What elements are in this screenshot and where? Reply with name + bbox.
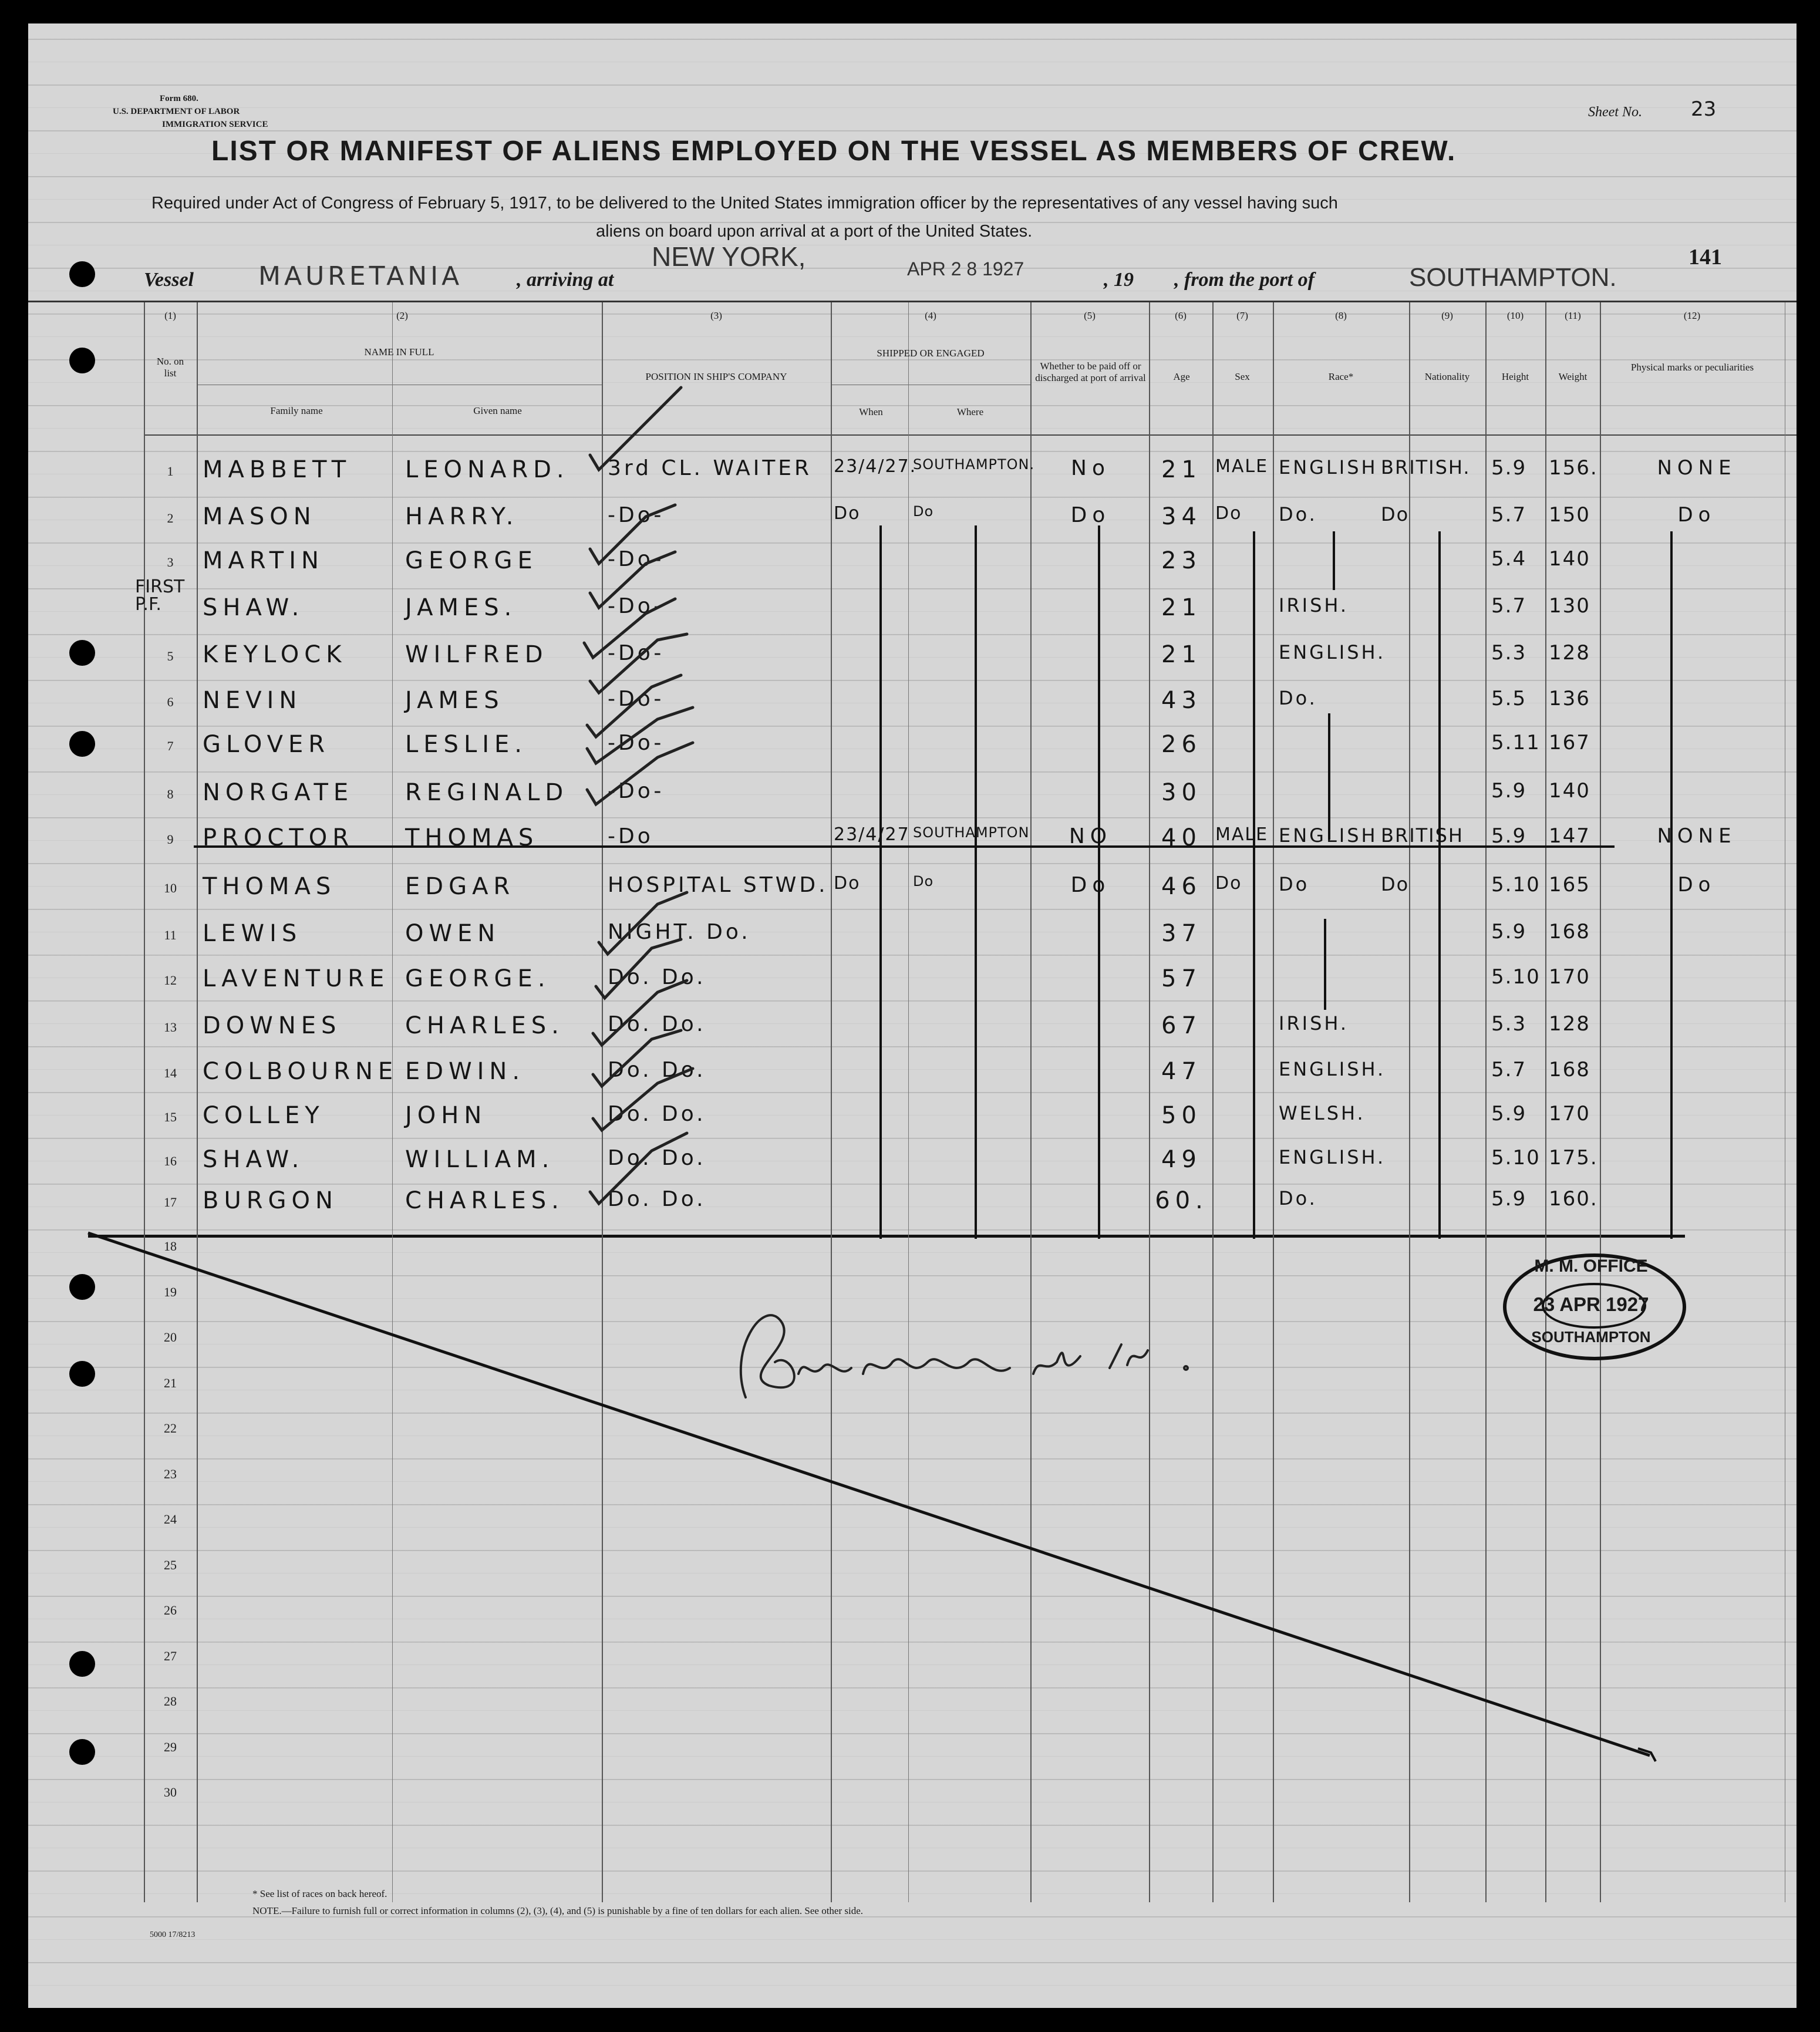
cell-when: Do: [834, 503, 861, 524]
cell-race: IRISH.: [1279, 1012, 1349, 1034]
form-number: Form 680.: [160, 94, 198, 103]
cell-paid: Do: [1070, 873, 1111, 897]
cell-family: LAVENTURE: [203, 965, 390, 992]
cell-no: 12: [164, 973, 177, 988]
form-subtitle-2: aliens on board upon arrival at a port of the United States.: [596, 222, 1033, 241]
arriving-port: NEW YORK,: [652, 241, 806, 272]
cell-given: JAMES.: [405, 594, 517, 621]
cell-age: 21: [1161, 456, 1202, 483]
header-position: POSITION IN SHIP'S COMPANY: [645, 371, 787, 382]
cell-where: SOUTHAMPTON.: [913, 456, 1035, 473]
cell-age: 67: [1161, 1012, 1202, 1039]
empty-row-number: 20: [164, 1330, 177, 1344]
cell-nationality: BRITISH: [1381, 824, 1464, 847]
cell-no: 8: [167, 787, 174, 801]
cell-family: KEYLOCK: [203, 641, 347, 668]
cell-weight: 175.: [1549, 1146, 1598, 1170]
cell-age: 57: [1161, 965, 1202, 992]
cell-nationality: BRITISH.: [1381, 456, 1471, 478]
cell-height: 5.7: [1491, 503, 1527, 527]
form-title: LIST OR MANIFEST OF ALIENS EMPLOYED ON THE VESSEL AS MEMBERS OF CREW.: [211, 136, 1457, 167]
cell-weight: 136: [1549, 687, 1590, 710]
cell-weight: 150: [1549, 503, 1590, 527]
cell-sex: Do: [1215, 873, 1242, 894]
cell-given: EDWIN.: [405, 1058, 525, 1085]
cell-race: Do.: [1279, 687, 1317, 709]
cell-race: Do.: [1279, 503, 1317, 525]
cell-family: NEVIN: [203, 687, 302, 714]
cell-family: COLLEY: [203, 1102, 325, 1129]
header-age: Age: [1173, 371, 1190, 382]
immigration-service: IMMIGRATION SERVICE: [162, 120, 268, 129]
form-subtitle-1: Required under Act of Congress of February 5, 1917, to be delivered to the United States immigration officer by the representatives of any vessel having such: [151, 194, 1338, 213]
cell-position: -Do-: [608, 503, 665, 527]
header-no-on-list: No. on list: [156, 356, 184, 379]
cell-where: Do: [913, 873, 934, 889]
header-when: When: [859, 406, 883, 417]
cell-family: DOWNES: [203, 1012, 342, 1039]
cell-position: -Do-: [608, 779, 665, 803]
arriving-label: , arriving at: [517, 269, 614, 291]
cell-position: Do. Do.: [608, 965, 706, 989]
cell-no: 3: [167, 555, 174, 570]
cell-family: SHAW.: [203, 594, 305, 621]
cell-height: 5.5: [1491, 687, 1527, 710]
cell-family: LEWIS: [203, 920, 302, 947]
cell-where: SOUTHAMPTON: [913, 824, 1030, 841]
cell-where: Do: [913, 503, 934, 520]
cell-no: 17: [164, 1195, 177, 1209]
header-nationality: Nationality: [1424, 371, 1470, 382]
cell-race: ENGLISH.: [1279, 1146, 1386, 1168]
cell-sex: Do: [1215, 503, 1242, 524]
cell-weight: 156.: [1549, 456, 1598, 480]
cell-race: Do: [1279, 873, 1310, 895]
header-name-in-full: NAME IN FULL: [364, 346, 434, 358]
cell-weight: 160.: [1549, 1187, 1598, 1211]
department: U.S. DEPARTMENT OF LABOR: [113, 107, 240, 116]
col-3-number: (3): [710, 310, 722, 321]
header-physical-marks: Physical marks or peculiarities: [1630, 362, 1754, 373]
cell-height: 5.10: [1491, 873, 1541, 897]
cell-position: NIGHT. Do.: [608, 920, 751, 944]
from-label: , from the port of: [1174, 269, 1315, 291]
cell-no: 10: [164, 881, 177, 895]
cell-position: 3rd CL. WAITER: [608, 456, 813, 480]
empty-row-number: 18: [164, 1239, 177, 1253]
header-weight: Weight: [1558, 371, 1588, 382]
empty-row-number: 21: [164, 1375, 177, 1390]
cell-paid: No: [1071, 456, 1110, 480]
cell-weight: 128: [1549, 1012, 1590, 1036]
cell-given: CHARLES.: [405, 1187, 564, 1214]
footnote: * See list of races on back hereof.: [252, 1888, 387, 1899]
cell-age: 21: [1161, 641, 1202, 668]
cell-age: 23: [1161, 547, 1202, 574]
cell-height: 5.9: [1491, 824, 1527, 848]
cell-age: 30: [1161, 779, 1202, 806]
cell-family: COLBOURNE: [203, 1058, 399, 1085]
cell-position: Do. Do.: [608, 1102, 706, 1126]
cell-no: 9: [167, 832, 174, 847]
cell-height: 5.7: [1491, 594, 1527, 618]
cell-no: 13: [164, 1020, 177, 1034]
cell-marks: NONE: [1657, 824, 1737, 848]
cell-weight: 168: [1549, 920, 1590, 943]
cell-no: 7: [167, 739, 174, 753]
cell-height: 5.7: [1491, 1058, 1527, 1081]
cell-age: 60.: [1155, 1187, 1208, 1214]
cell-race: ENGLISH: [1279, 456, 1378, 478]
footer-note: NOTE.—Failure to furnish full or correct information in columns (2), (3), (4), and (5) is punishable by a fine of ten dollars for each alien. See other side.: [252, 1905, 864, 1916]
cell-weight: 167: [1549, 731, 1590, 754]
cell-position: Do. Do.: [608, 1146, 706, 1170]
stamp-date: 23 APR 1927: [1533, 1293, 1649, 1315]
cell-given: LESLIE.: [405, 731, 528, 758]
cell-age: 50: [1161, 1102, 1202, 1129]
cell-family: SHAW.: [203, 1146, 305, 1173]
arrival-date-stamp: APR 2 8 1927: [907, 258, 1024, 279]
header-family-name: Family name: [270, 405, 323, 416]
year-label: , 19: [1104, 269, 1134, 291]
cell-height: 5.10: [1491, 1146, 1541, 1170]
cell-family: NORGATE: [203, 779, 354, 806]
cell-weight: 165: [1549, 873, 1590, 897]
cell-height: 5.11: [1491, 731, 1541, 754]
cell-given: LEONARD.: [405, 456, 569, 483]
col-6-number: (6): [1175, 310, 1187, 321]
cell-weight: 140: [1549, 779, 1590, 803]
vessel-name: MAURETANIA: [258, 261, 463, 291]
cell-given: JAMES: [405, 687, 504, 714]
header-shipped-or-engaged: SHIPPED OR ENGAGED: [877, 348, 985, 359]
cell-position: -Do-: [608, 594, 665, 618]
cell-position: -Do-: [608, 641, 665, 665]
vessel-label: Vessel: [144, 269, 194, 291]
cell-height: 5.9: [1491, 779, 1527, 803]
cell-weight: 128: [1549, 641, 1590, 665]
sheet-number: 23: [1691, 97, 1717, 121]
cell-no: 2: [167, 511, 174, 525]
cell-marks: Do: [1677, 873, 1716, 897]
cell-family: PROCTOR: [203, 824, 355, 851]
col-2-number: (2): [396, 310, 408, 321]
cell-no: 11: [164, 928, 177, 942]
cell-age: 43: [1161, 687, 1202, 714]
cell-race: IRISH.: [1279, 594, 1349, 616]
cell-weight: 168: [1549, 1058, 1590, 1081]
cell-race: ENGLISH.: [1279, 641, 1386, 663]
cell-height: 5.9: [1491, 1102, 1527, 1125]
cell-height: 5.9: [1491, 456, 1527, 480]
cell-position: -Do-: [608, 687, 665, 711]
print-code: 5000 17/8213: [150, 1930, 196, 1939]
cell-weight: 130: [1549, 594, 1590, 618]
col-1-number: (1): [164, 310, 176, 321]
col-4-number: (4): [925, 310, 936, 321]
header-race: Race*: [1328, 371, 1354, 382]
signature: [705, 1286, 1221, 1427]
header-height: Height: [1501, 371, 1529, 382]
margin-note: FIRST P.F.: [135, 577, 185, 615]
cell-sex: MALE: [1215, 824, 1269, 845]
empty-row-number: 23: [164, 1466, 177, 1481]
cell-paid: NO: [1069, 824, 1113, 848]
cell-no: 15: [164, 1110, 177, 1124]
empty-row-number: 26: [164, 1603, 177, 1617]
header-paid-off: Whether to be paid off or discharged at port of arrival: [1035, 360, 1146, 383]
cell-given: HARRY.: [405, 503, 519, 530]
cell-given: WILLIAM.: [405, 1146, 555, 1173]
cell-race: ENGLISH: [1279, 824, 1378, 847]
cell-no: 14: [164, 1066, 177, 1080]
cell-given: OWEN: [405, 920, 501, 947]
cell-nationality: Do: [1381, 873, 1410, 895]
cell-race: Do.: [1279, 1187, 1317, 1209]
cell-height: 5.10: [1491, 965, 1541, 989]
empty-row-number: 27: [164, 1648, 177, 1663]
cell-marks: Do: [1677, 503, 1716, 527]
cell-height: 5.3: [1491, 1012, 1527, 1036]
cell-given: REGINALD: [405, 779, 569, 806]
cell-position: Do. Do.: [608, 1012, 706, 1036]
header-where: Where: [956, 406, 984, 417]
header-sex: Sex: [1235, 371, 1250, 382]
header-given-name: Given name: [473, 405, 522, 416]
cell-age: 34: [1161, 503, 1202, 530]
cell-no: 6: [167, 695, 174, 709]
col-5-number: (5): [1084, 310, 1096, 321]
cell-age: 37: [1161, 920, 1202, 947]
cell-family: BURGON: [203, 1187, 338, 1214]
cell-when: Do: [834, 873, 861, 894]
cell-age: 46: [1161, 873, 1202, 900]
cell-given: JOHN: [405, 1102, 487, 1129]
stamp-bottom: SOUTHAMPTON: [1531, 1328, 1651, 1346]
empty-row-number: 28: [164, 1694, 177, 1709]
cell-age: 47: [1161, 1058, 1202, 1085]
cell-height: 5.4: [1491, 547, 1527, 571]
cell-height: 5.9: [1491, 1187, 1527, 1211]
cell-weight: 170: [1549, 1102, 1590, 1125]
cell-given: GEORGE.: [405, 965, 551, 992]
cell-family: THOMAS: [203, 873, 336, 900]
cell-position: -Do: [608, 824, 653, 848]
stamp-top: M. M. OFFICE: [1534, 1256, 1648, 1276]
col-8-number: (8): [1335, 310, 1347, 321]
cell-no: 1: [167, 464, 174, 478]
cell-race: ENGLISH.: [1279, 1058, 1386, 1080]
cell-position: Do. Do.: [608, 1058, 706, 1082]
cell-weight: 170: [1549, 965, 1590, 989]
cell-no: 5: [167, 649, 174, 663]
cell-when: 23/4/27: [834, 824, 910, 845]
page-number: 141: [1688, 245, 1722, 269]
col-11-number: (11): [1565, 310, 1581, 321]
cell-position: -Do-: [608, 731, 665, 755]
cell-age: 26: [1161, 731, 1202, 758]
cell-race: WELSH.: [1279, 1102, 1366, 1124]
cell-given: WILFRED: [405, 641, 548, 668]
empty-row-number: 24: [164, 1512, 177, 1526]
cell-paid: Do: [1070, 503, 1111, 527]
cell-family: GLOVER: [203, 731, 331, 758]
cell-family: MABBETT: [203, 456, 352, 483]
empty-row-number: 22: [164, 1421, 177, 1435]
empty-row-number: 25: [164, 1557, 177, 1572]
cell-given: THOMAS: [405, 824, 539, 851]
cell-when: 23/4/27.: [834, 456, 917, 477]
cell-given: GEORGE: [405, 547, 538, 574]
cell-weight: 147: [1549, 824, 1590, 848]
sheet-label: Sheet No.: [1588, 105, 1642, 120]
cell-given: CHARLES.: [405, 1012, 564, 1039]
cell-family: MASON: [203, 503, 316, 530]
cell-age: 21: [1161, 594, 1202, 621]
col-10-number: (10): [1506, 310, 1524, 321]
from-port: SOUTHAMPTON.: [1409, 263, 1617, 292]
col-12-number: (12): [1683, 310, 1701, 321]
col-7-number: (7): [1236, 310, 1248, 321]
cell-height: 5.9: [1491, 920, 1527, 943]
cell-position: HOSPITAL STWD.: [608, 873, 828, 897]
cell-family: MARTIN: [203, 547, 324, 574]
cell-age: 49: [1161, 1146, 1202, 1173]
cell-given: EDGAR: [405, 873, 515, 900]
cell-no: 16: [164, 1154, 177, 1168]
empty-row-number: 29: [164, 1739, 177, 1754]
cell-position: Do. Do.: [608, 1187, 706, 1211]
cell-position: -Do-: [608, 547, 665, 571]
cell-height: 5.3: [1491, 641, 1527, 665]
cell-nationality: Do: [1381, 503, 1410, 525]
cell-weight: 140: [1549, 547, 1590, 571]
cell-sex: MALE: [1215, 456, 1269, 477]
empty-row-number: 19: [164, 1284, 177, 1299]
cell-age: 40: [1161, 824, 1202, 851]
cell-marks: NONE: [1657, 456, 1737, 480]
empty-row-number: 30: [164, 1785, 177, 1800]
col-9-number: (9): [1441, 310, 1453, 321]
